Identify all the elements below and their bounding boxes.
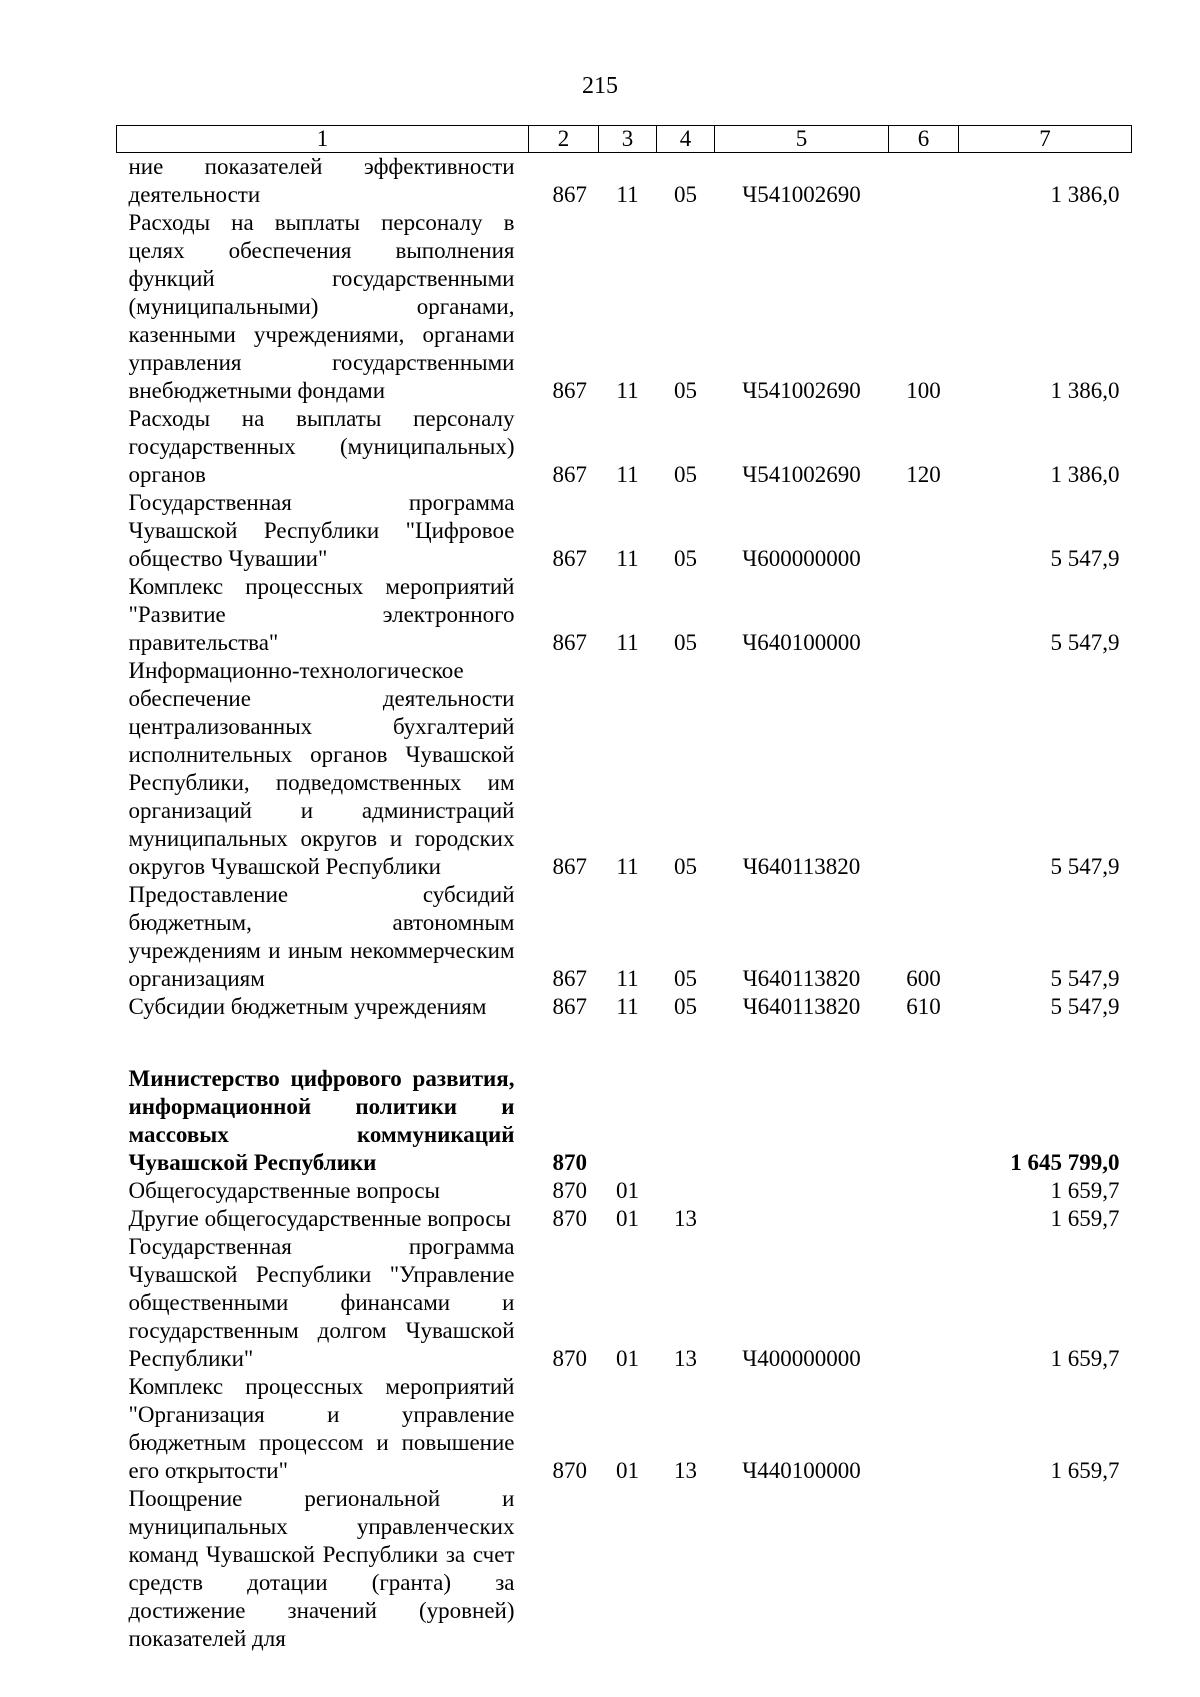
row-gr: 870 xyxy=(552,1150,587,1175)
row-sum: 1 645 799,0 xyxy=(1010,1150,1120,1175)
table-row xyxy=(117,1205,1132,1233)
column-header-2: 2 xyxy=(529,126,599,153)
row-rz: 01 xyxy=(616,1458,639,1483)
row-rz: 01 xyxy=(616,1346,639,1371)
row-vr xyxy=(889,1205,959,1233)
row-rz: 11 xyxy=(616,630,639,655)
row-rz: 01 xyxy=(616,1178,639,1203)
row-csr: Ч640113820 xyxy=(742,994,861,1019)
table-row xyxy=(117,489,1132,573)
row-sum: 5 547,9 xyxy=(1050,546,1120,571)
row-gr: 870 xyxy=(552,1178,587,1203)
column-header-3: 3 xyxy=(599,126,657,153)
row-vr xyxy=(889,153,959,210)
row-pr: 05 xyxy=(674,630,697,655)
row-rz: 11 xyxy=(616,994,639,1019)
row-gr: 867 xyxy=(552,966,587,991)
row-vr: 120 xyxy=(906,462,941,487)
row-vr xyxy=(889,657,959,881)
row-pr xyxy=(657,1177,715,1205)
table-row xyxy=(117,881,1132,993)
row-sum xyxy=(959,1485,1132,1653)
row-gr xyxy=(529,1485,599,1653)
table-row xyxy=(117,209,1132,405)
row-rz xyxy=(599,1485,657,1653)
row-name: Государственная программа Чувашской Республики "Цифровое общество Чувашии" xyxy=(128,490,515,571)
table-row xyxy=(117,1373,1132,1485)
row-pr xyxy=(657,1065,715,1177)
row-gr: 870 xyxy=(552,1206,587,1231)
row-name: Расходы на выплаты персоналу в целях обеспечения выполнения функций государственными (муниципальными) органами, казенными учреждениями, органами управления государственными внебюджетными фондами xyxy=(128,210,515,403)
row-sum: 1 386,0 xyxy=(1050,182,1120,207)
row-vr xyxy=(889,1233,959,1373)
row-csr: Ч440100000 xyxy=(742,1458,861,1483)
row-csr: Ч541002690 xyxy=(742,378,861,403)
row-name: Предоставление субсидий бюджетным, автономным учреждениям и иным некоммерческим организациям xyxy=(128,882,515,991)
row-rz: 11 xyxy=(616,546,639,571)
row-vr xyxy=(889,489,959,573)
table-row xyxy=(117,657,1132,881)
table-row xyxy=(117,1485,1132,1653)
row-sum: 5 547,9 xyxy=(1050,630,1120,655)
table-row xyxy=(117,153,1132,210)
row-sum: 1 659,7 xyxy=(1050,1458,1120,1483)
row-sum: 1 659,7 xyxy=(1050,1346,1120,1371)
row-gr: 867 xyxy=(552,378,587,403)
spacer-cell xyxy=(117,1021,1132,1065)
row-gr: 867 xyxy=(552,546,587,571)
row-vr xyxy=(889,1065,959,1177)
row-vr: 610 xyxy=(906,994,941,1019)
row-rz: 11 xyxy=(616,182,639,207)
row-gr: 870 xyxy=(552,1346,587,1371)
row-gr: 867 xyxy=(552,462,587,487)
row-pr: 13 xyxy=(674,1206,697,1231)
row-pr: 05 xyxy=(674,994,697,1019)
row-csr: Ч640100000 xyxy=(742,630,861,655)
row-csr: Ч400000000 xyxy=(742,1346,861,1371)
row-pr: 05 xyxy=(674,182,697,207)
row-vr xyxy=(889,1485,959,1653)
row-vr xyxy=(889,573,959,657)
row-csr xyxy=(715,1065,889,1177)
row-pr: 05 xyxy=(674,854,697,879)
row-name: Комплекс процессных мероприятий "Организация и управление бюджетным процессом и повышение его открытости" xyxy=(128,1374,515,1483)
row-gr: 870 xyxy=(552,1458,587,1483)
row-csr: Ч541002690 xyxy=(742,462,861,487)
row-pr xyxy=(657,1485,715,1653)
row-name: ние показателей эффективности деятельности xyxy=(128,154,515,207)
row-csr: Ч600000000 xyxy=(742,546,861,571)
row-sum: 5 547,9 xyxy=(1050,966,1120,991)
row-name: Поощрение региональной и муниципальных управленческих команд Чувашской Республики за счет средств дотации (гранта) за достижение значений (уровней) показателей для xyxy=(128,1486,515,1651)
page-number: 215 xyxy=(582,73,618,99)
row-name: Государственная программа Чувашской Республики "Управление общественными финансами и государственным долгом Чувашской Республики" xyxy=(128,1234,515,1371)
row-rz: 11 xyxy=(616,462,639,487)
row-vr: 100 xyxy=(906,378,941,403)
row-rz: 11 xyxy=(616,966,639,991)
column-header-6: 6 xyxy=(889,126,959,153)
row-vr: 600 xyxy=(906,966,941,991)
row-sum: 5 547,9 xyxy=(1050,994,1120,1019)
table-row-ministry xyxy=(117,1065,1132,1177)
row-csr: Ч541002690 xyxy=(742,182,861,207)
row-gr: 867 xyxy=(552,994,587,1019)
row-rz: 11 xyxy=(616,854,639,879)
row-pr: 05 xyxy=(674,546,697,571)
row-sum: 1 386,0 xyxy=(1050,462,1120,487)
row-csr xyxy=(715,1485,889,1653)
row-pr: 13 xyxy=(674,1458,697,1483)
table-row xyxy=(117,573,1132,657)
row-gr: 867 xyxy=(552,630,587,655)
table-row xyxy=(117,405,1132,489)
column-header-7: 7 xyxy=(959,126,1132,153)
row-sum: 1 659,7 xyxy=(1050,1206,1120,1231)
row-rz: 11 xyxy=(616,378,639,403)
row-sum: 1 659,7 xyxy=(1050,1178,1120,1203)
row-name: Другие общегосударственные вопросы xyxy=(128,1206,511,1231)
row-gr: 867 xyxy=(552,854,587,879)
row-pr: 05 xyxy=(674,966,697,991)
row-rz: 01 xyxy=(616,1206,639,1231)
column-header-4: 4 xyxy=(657,126,715,153)
table-row xyxy=(117,1233,1132,1373)
row-name: Министерство цифрового развития, информационной политики и массовых коммуникаций Чувашской Республики xyxy=(128,1066,515,1175)
row-name: Информационно-технологическое обеспечение деятельности централизованных бухгалтерий исполнительных органов Чувашской Республики, подведомственных им организаций и администраций муниципальных округов и городских округов Чувашской Республики xyxy=(128,658,515,879)
row-vr xyxy=(889,1373,959,1485)
spacer-row xyxy=(117,1021,1132,1065)
column-header-1: 1 xyxy=(117,126,529,153)
row-csr xyxy=(715,1177,889,1205)
table-row xyxy=(117,1177,1132,1205)
row-rz xyxy=(599,1065,657,1177)
row-name: Субсидии бюджетным учреждениям xyxy=(128,994,487,1019)
row-sum: 1 386,0 xyxy=(1050,378,1120,403)
row-name: Комплекс процессных мероприятий "Развитие электронного правительства" xyxy=(128,574,515,655)
row-csr xyxy=(715,1205,889,1233)
row-pr: 13 xyxy=(674,1346,697,1371)
row-pr: 05 xyxy=(674,378,697,403)
table-header-row xyxy=(117,126,1132,153)
row-csr: Ч640113820 xyxy=(742,854,861,879)
table-row xyxy=(117,993,1132,1021)
row-name: Общегосударственные вопросы xyxy=(128,1178,440,1203)
row-vr xyxy=(889,1177,959,1205)
column-header-5: 5 xyxy=(715,126,889,153)
row-gr: 867 xyxy=(552,182,587,207)
budget-table xyxy=(116,125,1132,1653)
row-sum: 5 547,9 xyxy=(1050,854,1120,879)
row-pr: 05 xyxy=(674,462,697,487)
row-name: Расходы на выплаты персоналу государственных (муниципальных) органов xyxy=(128,406,515,487)
row-csr: Ч640113820 xyxy=(742,966,861,991)
